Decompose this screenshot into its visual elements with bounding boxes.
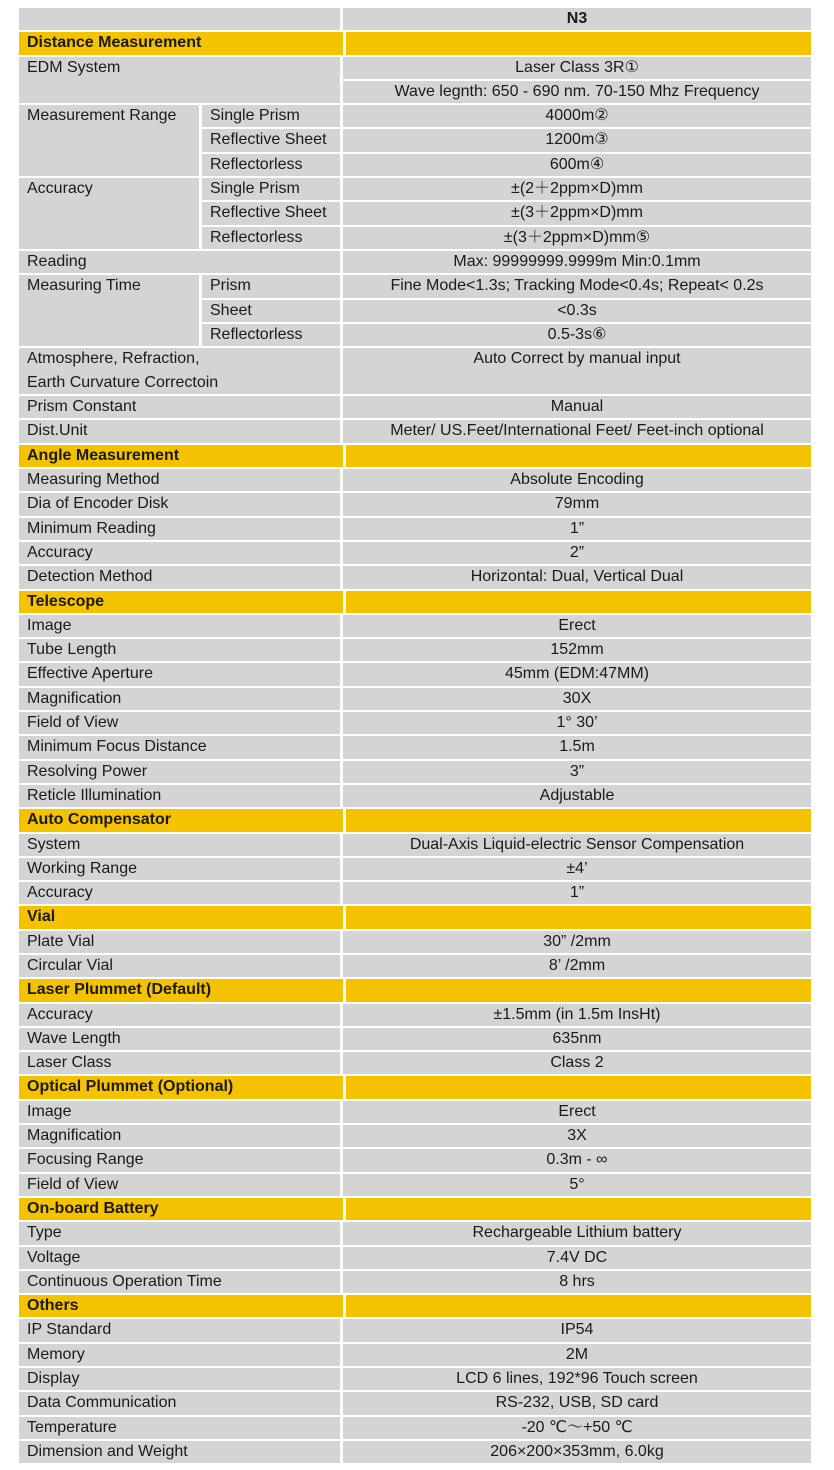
atmosphere-value: Auto Correct by manual input [343,348,811,394]
section-row [19,591,811,613]
table-row [19,1028,811,1050]
table-row [19,712,811,734]
section-value-cell [343,906,811,928]
section-title: Distance Measurement [19,32,343,54]
spec-sheet [19,6,811,1465]
spec-label: Data Communication [19,1392,343,1414]
spec-value: Horizontal: Dual, Vertical Dual [343,566,811,588]
table-row [19,57,811,79]
spec-value: 1.5m [343,736,811,758]
atmosphere-label [19,348,343,394]
accuracy-value: ±(3＋2ppm×D)mm [343,202,811,224]
spec-value: 3X [343,1125,811,1147]
spec-value: 0.3m - ∞ [343,1149,811,1171]
accuracy-sub-label: Reflectorless [199,227,343,249]
range-sub-label: Reflective Sheet [199,129,343,151]
spec-label: Dia of Encoder Disk [19,493,343,515]
range-value: 600m④ [343,154,811,176]
spec-value: 45mm (EDM:47MM) [343,663,811,685]
table-row [19,251,811,273]
section-title: On-board Battery [19,1198,343,1220]
section-row [19,809,811,831]
spec-value: 30” /2mm [343,931,811,953]
atmosphere-label-line: Earth Curvature Correctoin [27,374,219,392]
spec-value: RS-232, USB, SD card [343,1392,811,1414]
spec-label: Dimension and Weight [19,1441,343,1463]
section-row [19,1295,811,1317]
spec-label: Effective Aperture [19,663,343,685]
spec-label: Temperature [19,1417,343,1439]
spec-label: Field of View [19,1174,343,1196]
spec-value: 152mm [343,639,811,661]
section-title: Angle Measurement [19,445,343,467]
section-value-cell [343,1076,811,1098]
spec-label: Type [19,1222,343,1244]
section-value-cell [343,591,811,613]
section-title: Others [19,1295,343,1317]
section-value-cell [343,32,811,54]
accuracy-sub-label: Single Prism [199,178,343,200]
spec-value: 79mm [343,493,811,515]
table-row [19,688,811,710]
spec-label: Display [19,1368,343,1390]
accuracy-value: ±(2＋2ppm×D)mm [343,178,811,200]
range-sub-label: Single Prism [199,105,343,127]
edm-wave-value: Wave legnth: 650 - 690 nm. 70-150 Mhz Frequency [343,81,811,103]
time-sub-label: Prism [199,275,343,297]
table-row [19,420,811,442]
range-sub-label: Reflectorless [199,154,343,176]
section-row-distance [19,32,811,54]
prism-constant-label: Prism Constant [19,396,343,418]
spec-value: 30X [343,688,811,710]
spec-label: Accuracy [19,882,343,904]
spec-value: Adjustable [343,785,811,807]
dist-unit-value: Meter/ US.Feet/International Feet/ Feet-inch optional [343,420,811,442]
spec-label: Wave Length [19,1028,343,1050]
spec-value: 635nm [343,1028,811,1050]
range-value: 1200m③ [343,129,811,151]
table-row [19,1052,811,1074]
spec-label: Focusing Range [19,1149,343,1171]
table-row [19,663,811,685]
table-row [19,1149,811,1171]
spec-label: Reticle Illumination [19,785,343,807]
time-sub-label: Reflectorless [199,324,343,346]
spec-label: Detection Method [19,566,343,588]
spec-label: Magnification [19,1125,343,1147]
table-row [19,178,811,200]
time-value: 0.5-3s⑥ [343,324,811,346]
spec-value: Erect [343,615,811,637]
table-row [19,105,811,127]
spec-value: ±1.5mm (in 1.5m InsHt) [343,1004,811,1026]
dist-unit-label: Dist.Unit [19,420,343,442]
reading-label: Reading [19,251,343,273]
table-row [19,882,811,904]
section-row [19,906,811,928]
spec-table [19,6,811,1465]
spec-label: Continuous Operation Time [19,1271,343,1293]
table-row [19,1319,811,1341]
spec-value: ±4’ [343,858,811,880]
table-row [19,761,811,783]
spec-label: Plate Vial [19,931,343,953]
table-row [19,1174,811,1196]
spec-value: Rechargeable Lithium battery [343,1222,811,1244]
table-row [19,542,811,564]
time-value: Fine Mode<1.3s; Tracking Mode<0.4s; Repeat< 0.2s [343,275,811,297]
table-row [19,1004,811,1026]
spec-label: Minimum Reading [19,518,343,540]
section-value-cell [343,979,811,1001]
table-row [19,736,811,758]
header-blank-cell [19,8,343,30]
table-row [19,566,811,588]
spec-label: Voltage [19,1247,343,1269]
model-name: N3 [343,8,811,30]
spec-value: 2” [343,542,811,564]
table-row [19,1271,811,1293]
section-title: Vial [19,906,343,928]
table-row [19,469,811,491]
reading-value: Max: 99999999.9999m Min:0.1mm [343,251,811,273]
spec-label: Tube Length [19,639,343,661]
accuracy-label: Accuracy [19,178,199,249]
section-row [19,445,811,467]
section-row [19,979,811,1001]
table-row [19,931,811,953]
table-row [19,834,811,856]
table-row [19,955,811,977]
spec-label: Working Range [19,858,343,880]
spec-value: 8 hrs [343,1271,811,1293]
table-row [19,1368,811,1390]
table-row [19,785,811,807]
accuracy-sub-label: Reflective Sheet [199,202,343,224]
table-row [19,1344,811,1366]
spec-value: 2M [343,1344,811,1366]
spec-label: Resolving Power [19,761,343,783]
spec-value: 1” [343,882,811,904]
range-value: 4000m② [343,105,811,127]
measuring-time-label: Measuring Time [19,275,199,346]
spec-value: Class 2 [343,1052,811,1074]
spec-value: Dual-Axis Liquid-electric Sensor Compensation [343,834,811,856]
section-value-cell [343,809,811,831]
spec-label: IP Standard [19,1319,343,1341]
spec-value: Erect [343,1101,811,1123]
table-row [19,615,811,637]
table-row [19,275,811,297]
section-row [19,1076,811,1098]
table-header-row [19,8,811,30]
spec-label: Minimum Focus Distance [19,736,343,758]
section-title: Optical Plummet (Optional) [19,1076,343,1098]
section-value-cell [343,1295,811,1317]
accuracy-value: ±(3＋2ppm×D)mm⑤ [343,227,811,249]
spec-value: -20 ℃～+50 ℃ [343,1417,811,1439]
spec-value: 7.4V DC [343,1247,811,1269]
spec-value: 206×200×353mm, 6.0kg [343,1441,811,1463]
table-row [19,858,811,880]
spec-label: Image [19,615,343,637]
table-row [19,1247,811,1269]
spec-label: Circular Vial [19,955,343,977]
spec-value: IP54 [343,1319,811,1341]
spec-label: Measuring Method [19,469,343,491]
spec-value: 1” [343,518,811,540]
table-row [19,1417,811,1439]
section-title: Telescope [19,591,343,613]
section-title: Auto Compensator [19,809,343,831]
edm-value: Laser Class 3R① [343,57,811,79]
table-row [19,1441,811,1463]
prism-constant-value: Manual [343,396,811,418]
atmosphere-label-line: Atmosphere, Refraction, [27,350,200,368]
spec-label: Laser Class [19,1052,343,1074]
spec-label: Magnification [19,688,343,710]
spec-label: Memory [19,1344,343,1366]
spec-value: 5° [343,1174,811,1196]
section-value-cell [343,1198,811,1220]
spec-value: 8’ /2mm [343,955,811,977]
table-row [19,639,811,661]
spec-label: Accuracy [19,1004,343,1026]
spec-label: System [19,834,343,856]
spec-value: 3” [343,761,811,783]
section-title: Laser Plummet (Default) [19,979,343,1001]
time-value: <0.3s [343,300,811,322]
section-value-cell [343,445,811,467]
range-label: Measurement Range [19,105,199,176]
table-row [19,493,811,515]
edm-label: EDM System [19,57,343,104]
table-row [19,1222,811,1244]
time-sub-label: Sheet [199,300,343,322]
table-row [19,396,811,418]
section-row [19,1198,811,1220]
spec-label: Image [19,1101,343,1123]
table-row [19,518,811,540]
table-row [19,1392,811,1414]
table-row [19,1125,811,1147]
table-row [19,1101,811,1123]
spec-value: Absolute Encoding [343,469,811,491]
spec-label: Accuracy [19,542,343,564]
spec-value: 1° 30’ [343,712,811,734]
spec-value: LCD 6 lines, 192*96 Touch screen [343,1368,811,1390]
spec-label: Field of View [19,712,343,734]
